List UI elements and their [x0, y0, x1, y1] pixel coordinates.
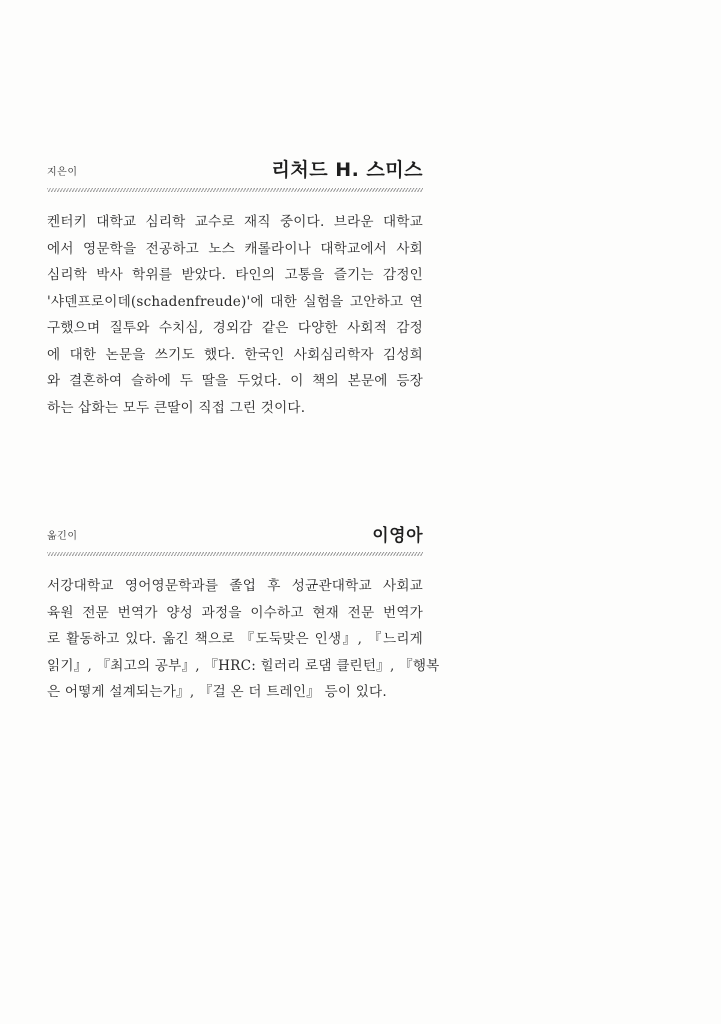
author-bio: [47, 209, 423, 421]
translator-bio-line: 서강대학교 영어영문학과를 졸업 후 성균관대학교 사회교: [47, 578, 423, 594]
author-bio-line: 심리학 박사 학위를 받았다. 타인의 고통을 즐기는 감정인: [47, 267, 423, 283]
author-bio-line: '샤덴프로이데(schadenfreude)'에 대한 실험을 고안하고 연: [47, 293, 423, 310]
translator-bio-line: 읽기』, 『최고의 공부』, 『HRC: 힐러리 로댐 클린턴』, 『행복: [47, 657, 440, 674]
author-bio-line: 구했으며 질투와 수치심, 경외감 같은 다양한 사회적 감정: [47, 320, 423, 336]
author-header: [47, 148, 423, 182]
author-bio-line: 와 결혼하여 슬하에 두 딸을 두었다. 이 책의 본문에 등장: [47, 373, 423, 389]
translator-bio: [47, 573, 440, 706]
author-bio-line: 에 대한 논문을 쓰기도 했다. 한국인 사회심리학자 김성희: [47, 346, 423, 363]
author-name: 리처드 H. 스미스: [271, 159, 423, 181]
author-bio-line: 에서 영문학을 전공하고 노스 캐롤라이나 대학교에서 사회: [47, 240, 423, 257]
author-divider: [47, 188, 423, 192]
translator-bio-line: 육원 전문 번역가 양성 과정을 이수하고 현재 전문 번역가: [47, 604, 423, 621]
translator-section: [47, 512, 440, 706]
author-section: [47, 148, 423, 421]
translator-bio-line: 로 활동하고 있다. 옮긴 책으로 『도둑맞은 인생』, 『느리게: [47, 631, 423, 647]
translator-name: 이영아: [372, 526, 423, 546]
author-bio-line: 하는 삽화는 모두 큰딸이 직접 그린 것이다.: [47, 399, 306, 416]
translator-bio-line: 은 어떻게 설계되는가』, 『걸 온 더 트레인』 등이 있다.: [47, 684, 387, 700]
translator-role-label: 옮긴이: [47, 531, 78, 542]
author-role-label: 지은이: [47, 167, 78, 178]
translator-divider: [47, 552, 423, 556]
author-bio-line: 켄터키 대학교 심리학 교수로 재직 중이다. 브라운 대학교: [47, 214, 423, 230]
translator-header: [47, 512, 423, 546]
